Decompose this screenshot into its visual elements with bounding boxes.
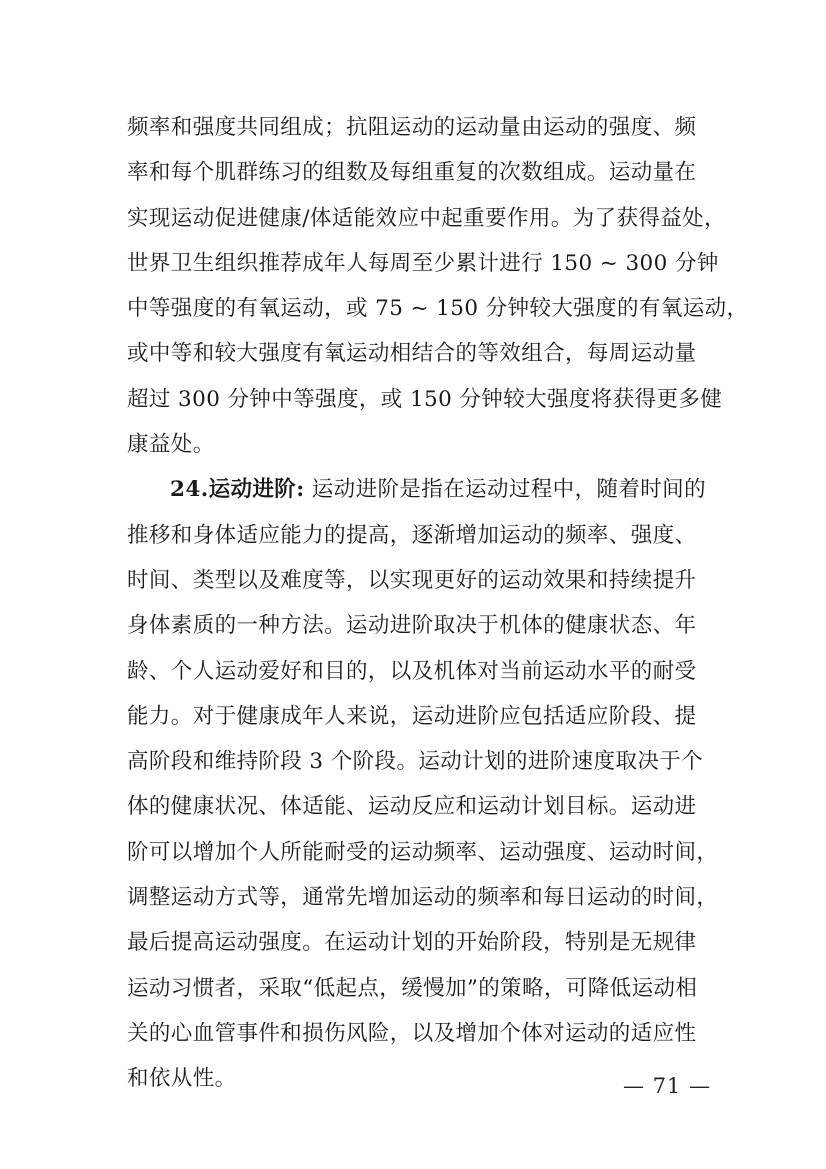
text-line: 时间、类型以及难度等，以实现更好的运动效果和持续提升 [127, 567, 697, 593]
text-line: 超过 300 分钟中等强度，或 150 分钟较大强度将获得更多健 [127, 386, 723, 412]
text-line: 体的健康状况、体适能、运动反应和运动计划目标。运动进 [127, 794, 697, 820]
text-line: 能力。对于健康成年人来说，运动进阶应包括适应阶段、提 [127, 703, 697, 729]
text-line: 关的心血管事件和损伤风险，以及增加个体对运动的适应性 [127, 1020, 697, 1046]
text-line: 高阶段和维持阶段 3 个阶段。运动计划的进阶速度取决于个 [127, 749, 704, 775]
text-line: 实现运动促进健康/体适能效应中起重要作用。为了获得益处， [127, 205, 726, 231]
text-line: 身体素质的一种方法。运动进阶取决于机体的健康状态、年 [127, 613, 697, 639]
text-line: 世界卫生组织推荐成年人每周至少累计进行 150 ~ 300 分钟 [127, 250, 719, 276]
term-heading: 24.运动进阶: [170, 477, 305, 503]
text-line: 率和每个肌群练习的组数及每组重复的次数组成。运动量在 [127, 160, 697, 186]
body-text [127, 105, 749, 1102]
text-line: 和依从性。 [127, 1066, 237, 1092]
text-line: 推移和身体适应能力的提高，逐渐增加运动的频率、强度、 [127, 522, 697, 548]
page-number: — 71 — [623, 1074, 712, 1098]
text-line: 最后提高运动强度。在运动计划的开始阶段，特别是无规律 [127, 930, 697, 956]
text-line: 龄、个人运动爱好和目的，以及机体对当前运动水平的耐受 [127, 658, 697, 684]
paragraph-2-first-line [127, 467, 705, 512]
text-line: 调整运动方式等，通常先增加运动的频率和每日运动的时间， [127, 885, 719, 911]
text-line: 中等强度的有氧运动，或 75 ~ 150 分钟较大强度的有氧运动， [127, 296, 749, 322]
text-line: 阶可以增加个人所能耐受的运动频率、运动强度、运动时间， [127, 839, 719, 865]
text-line: 康益处。 [127, 432, 215, 458]
text-line: 或中等和较大强度有氧运动相结合的等效组合，每周运动量 [127, 341, 697, 367]
text-line: 运动习惯者，采取“低起点，缓慢加”的策略，可降低运动相 [127, 975, 698, 1001]
paragraph-2-first-line-text: 运动进阶是指在运动过程中，随着时间的 [304, 477, 706, 503]
text-line: 频率和强度共同组成；抗阻运动的运动量由运动的强度、频 [127, 115, 697, 140]
